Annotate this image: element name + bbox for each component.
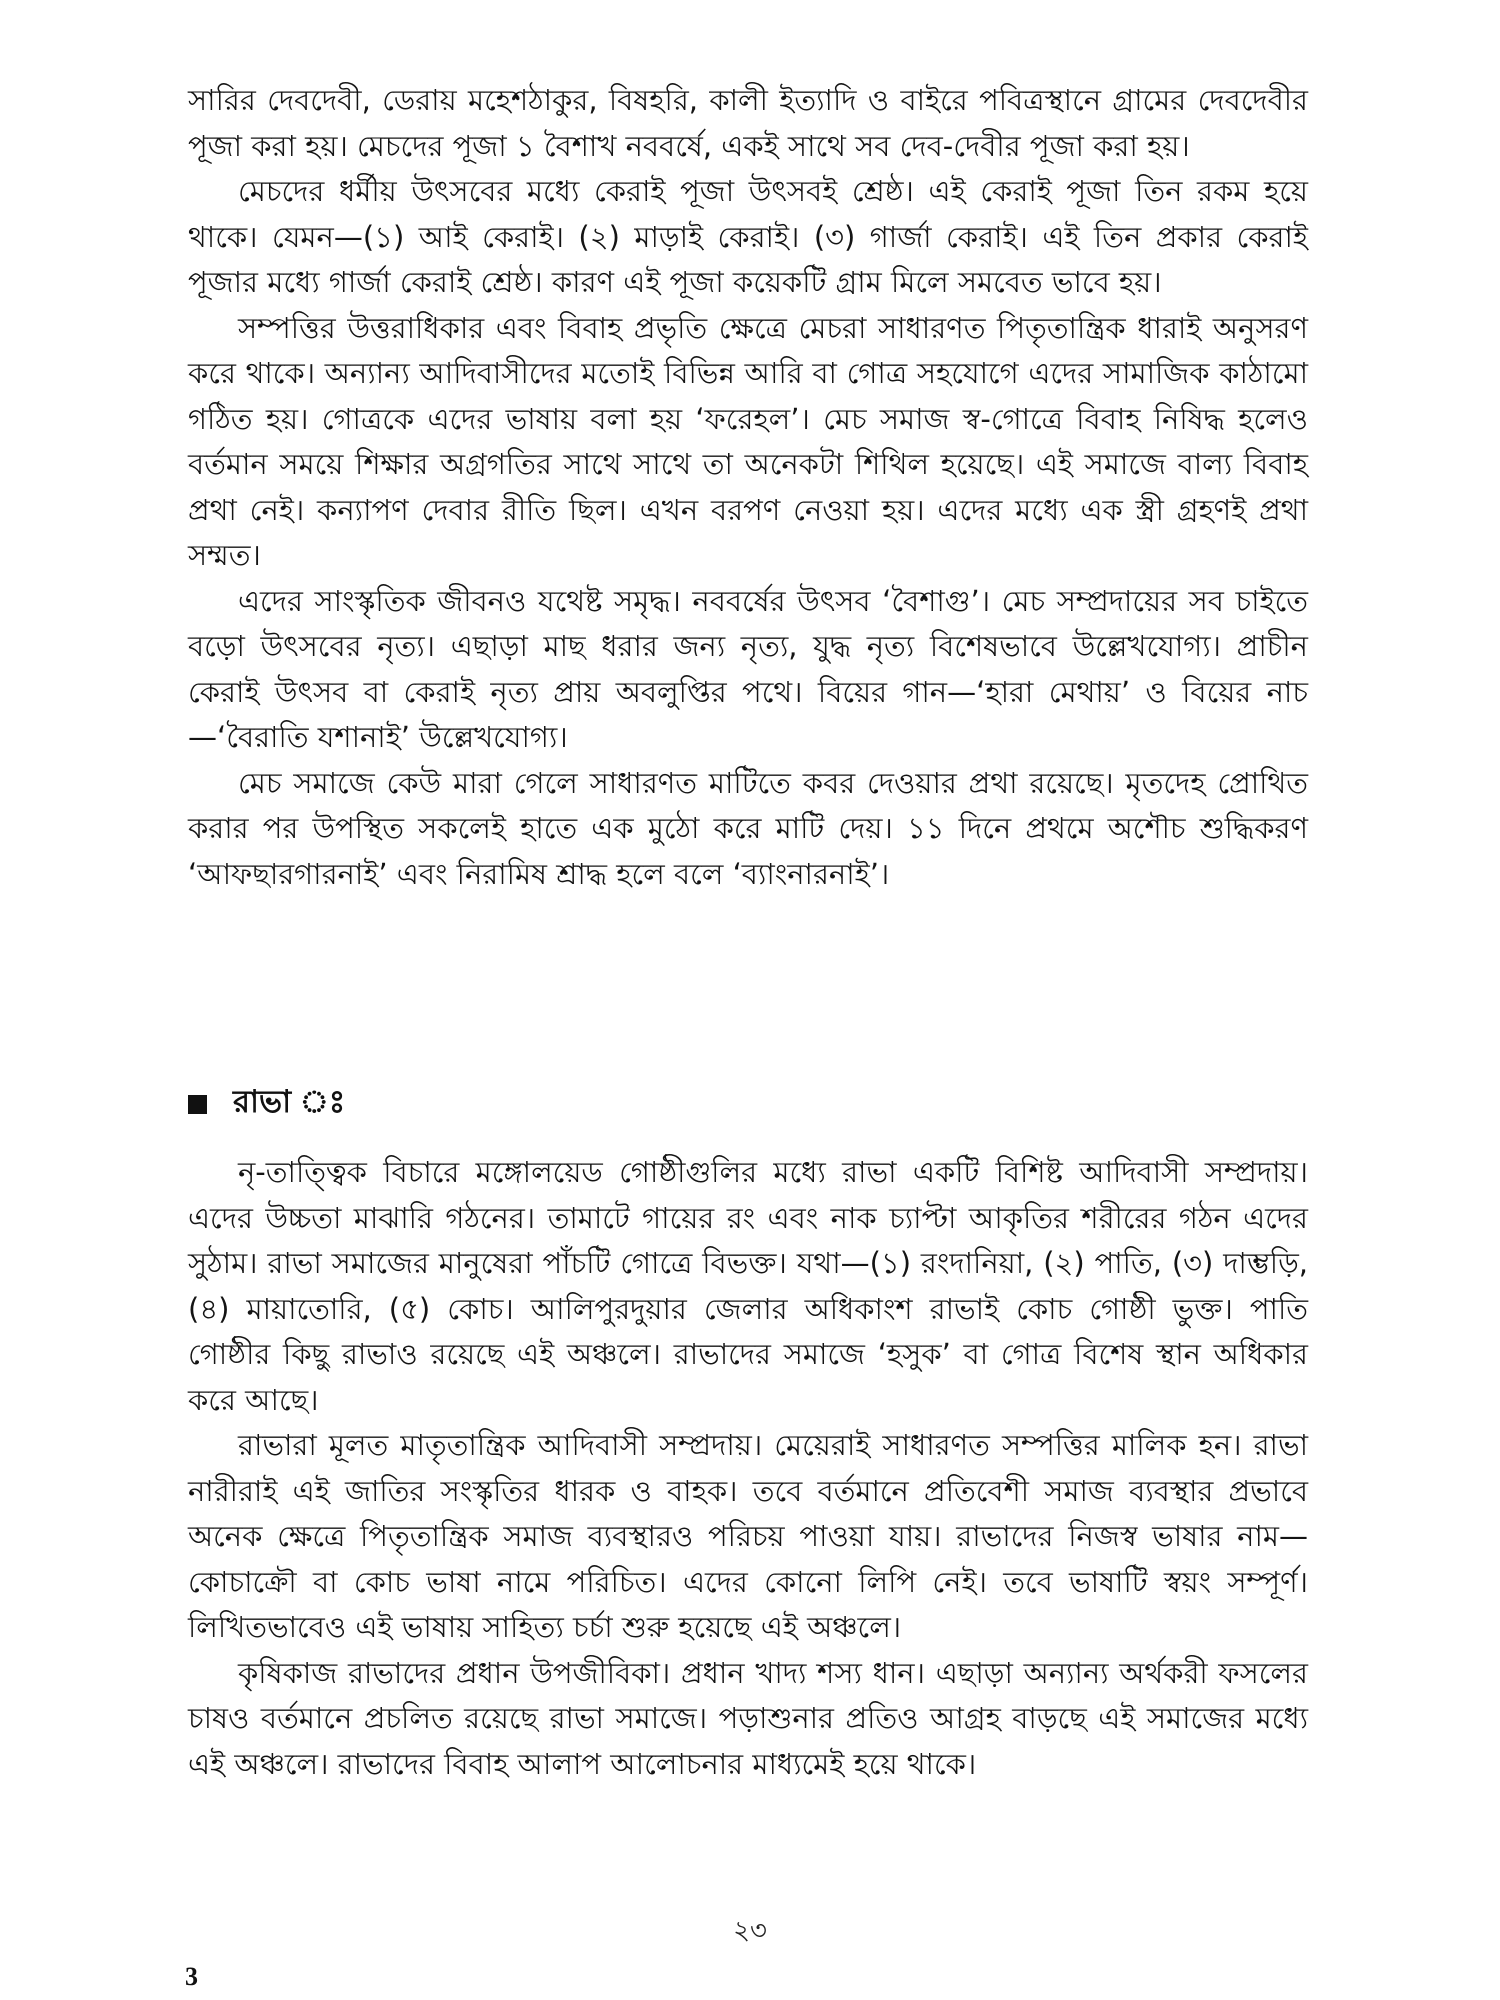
paragraph-5: মেচ সমাজে কেউ মারা গেলে সাধারণত মাটিতে কবর দেওয়ার প্রথা রয়েছে। মৃতদেহ প্রোথিত করার পর উপস্থিত সকলেই হাতে এক মুঠো করে মাটি দেয়। ১১ দিনে প্রথমে অশৌচ শুদ্ধিকরণ ‘আফছারগারনাই’ এবং নিরামিষ শ্রাদ্ধ হলে বলে ‘ব্যাংনারনাই’।	[188, 765, 1308, 891]
paragraph-6: নৃ-তাত্ত্বিক বিচারে মঙ্গোলয়েড গোষ্ঠীগুলির মধ্যে রাভা একটি বিশিষ্ট আদিবাসী সম্প্রদায়। এদের উচ্চতা মাঝারি গঠনের। তামাটে গায়ের রং এবং নাক চ্যাপ্টা আকৃতির শরীরের গঠন এদের সুঠাম। রাভা সমাজের মানুষেরা পাঁচটি গোত্রে বিভক্ত। যথা—(১) রংদানিয়া, (২) পাতি, (৩) দাম্ভড়ি, (৪) মায়াতোরি, (৫) কোচ। আলিপুরদুয়ার জেলার অধিকাংশ রাভাই কোচ গোষ্ঠী ভুক্ত। পাতি গোষ্ঠীর কিছু রাভাও রয়েছে এই অঞ্চলে। রাভাদের সমাজে ‘হসুক’ বা গোত্র বিশেষ স্থান অধিকার করে আছে।	[188, 1155, 1308, 1417]
page-number: ২৩	[733, 1916, 767, 1946]
paragraph-8: কৃষিকাজ রাভাদের প্রধান উপজীবিকা। প্রধান খাদ্য শস্য ধান। এছাড়া অন্যান্য অর্থকরী ফসলের চাষও বর্তমানে প্রচলিত রয়েছে রাভা সমাজে। পড়াশুনার প্রতিও আগ্রহ বাড়ছে এই সমাজের মধ্যে এই অঞ্চলে। রাভাদের বিবাহ আলাপ আলোচনার মাধ্যমেই হয়ে থাকে।	[188, 1655, 1308, 1781]
paragraph-1: সারির দেবদেবী, ডেরায় মহেশঠাকুর, বিষহরি, কালী ইত্যাদি ও বাইরে পবিত্রস্থানে গ্রামের দেবদেবীর পূজা করা হয়। মেচদের পূজা ১ বৈশাখ নববর্ষে, একই সাথে সব দেব-দেবীর পূজা করা হয়।	[188, 83, 1308, 163]
body-text-bottom	[188, 1150, 1308, 1787]
paragraph-7: রাভারা মূলত মাতৃতান্ত্রিক আদিবাসী সম্প্রদায়। মেয়েরাই সাধারণত সম্পত্তির মালিক হন। রাভা নারীরাই এই জাতির সংস্কৃতির ধারক ও বাহক। তবে বর্তমানে প্রতিবেশী সমাজ ব্যবস্থার প্রভাবে অনেক ক্ষেত্রে পিতৃতান্ত্রিক সমাজ ব্যবস্থারও পরিচয় পাওয়া যায়। রাভাদের নিজস্ব ভাষার নাম—কোচাক্রৌ বা কোচ ভাষা নামে পরিচিত। এদের কোনো লিপি নেই। তবে ভাষাটি স্বয়ং সম্পূর্ণ। লিখিতভাবেও এই ভাষায় সাহিত্য চর্চা শুরু হয়েছে এই অঞ্চলে।	[188, 1428, 1308, 1644]
paragraph-2: মেচদের ধর্মীয় উৎসবের মধ্যে কেরাই পূজা উৎসবই শ্রেষ্ঠ। এই কেরাই পূজা তিন রকম হয়ে থাকে। যেমন—(১) আই কেরাই। (২) মাড়াই কেরাই। (৩) গার্জা কেরাই। এই তিন প্রকার কেরাই পূজার মধ্যে গার্জা কেরাই শ্রেষ্ঠ। কারণ এই পূজা কয়েকটি গ্রাম মিলে সমবেত ভাবে হয়।	[188, 174, 1308, 299]
section-heading-text: রাভা ঃ	[233, 1084, 346, 1120]
paragraph-4: এদের সাংস্কৃতিক জীবনও যথেষ্ট সমৃদ্ধ। নববর্ষের উৎসব ‘বৈশাগু’। মেচ সম্প্রদায়ের সব চাইতে বড়ো উৎসবের নৃত্য। এছাড়া মাছ ধরার জন্য নৃত্য, যুদ্ধ নৃত্য বিশেষভাবে উল্লেখযোগ্য। প্রাচীন কেরাই উৎসব বা কেরাই নৃত্য প্রায় অবলুপ্তির পথে। বিয়ের গান—‘হারা মেথায়’ ও বিয়ের নাচ—‘বৈরাতি যশানাই’ উল্লেখযোগ্য।	[188, 583, 1308, 754]
sheet-mark: 3	[185, 1962, 198, 1991]
body-text-top	[188, 78, 1308, 897]
square-bullet-icon	[188, 1095, 207, 1114]
paragraph-3: সম্পত্তির উত্তরাধিকার এবং বিবাহ প্রভৃতি ক্ষেত্রে মেচরা সাধারণত পিতৃতান্ত্রিক ধারাই অনুসরণ করে থাকে। অন্যান্য আদিবাসীদের মতোই বিভিন্ন আরি বা গোত্র সহযোগে এদের সামাজিক কাঠামো গঠিত হয়। গোত্রকে এদের ভাষায় বলা হয় ‘ফরেহল’। মেচ সমাজ স্ব-গোত্রে বিবাহ নিষিদ্ধ হলেও বর্তমান সময়ে শিক্ষার অগ্রগতির সাথে সাথে তা অনেকটা শিথিল হয়েছে। এই সমাজে বাল্য বিবাহ প্রথা নেই। কন্যাপণ দেবার রীতি ছিল। এখন বরপণ নেওয়া হয়। এদের মধ্যে এক স্ত্রী গ্রহণই প্রথা সম্মত।	[188, 310, 1308, 572]
section-heading	[188, 1078, 345, 1130]
